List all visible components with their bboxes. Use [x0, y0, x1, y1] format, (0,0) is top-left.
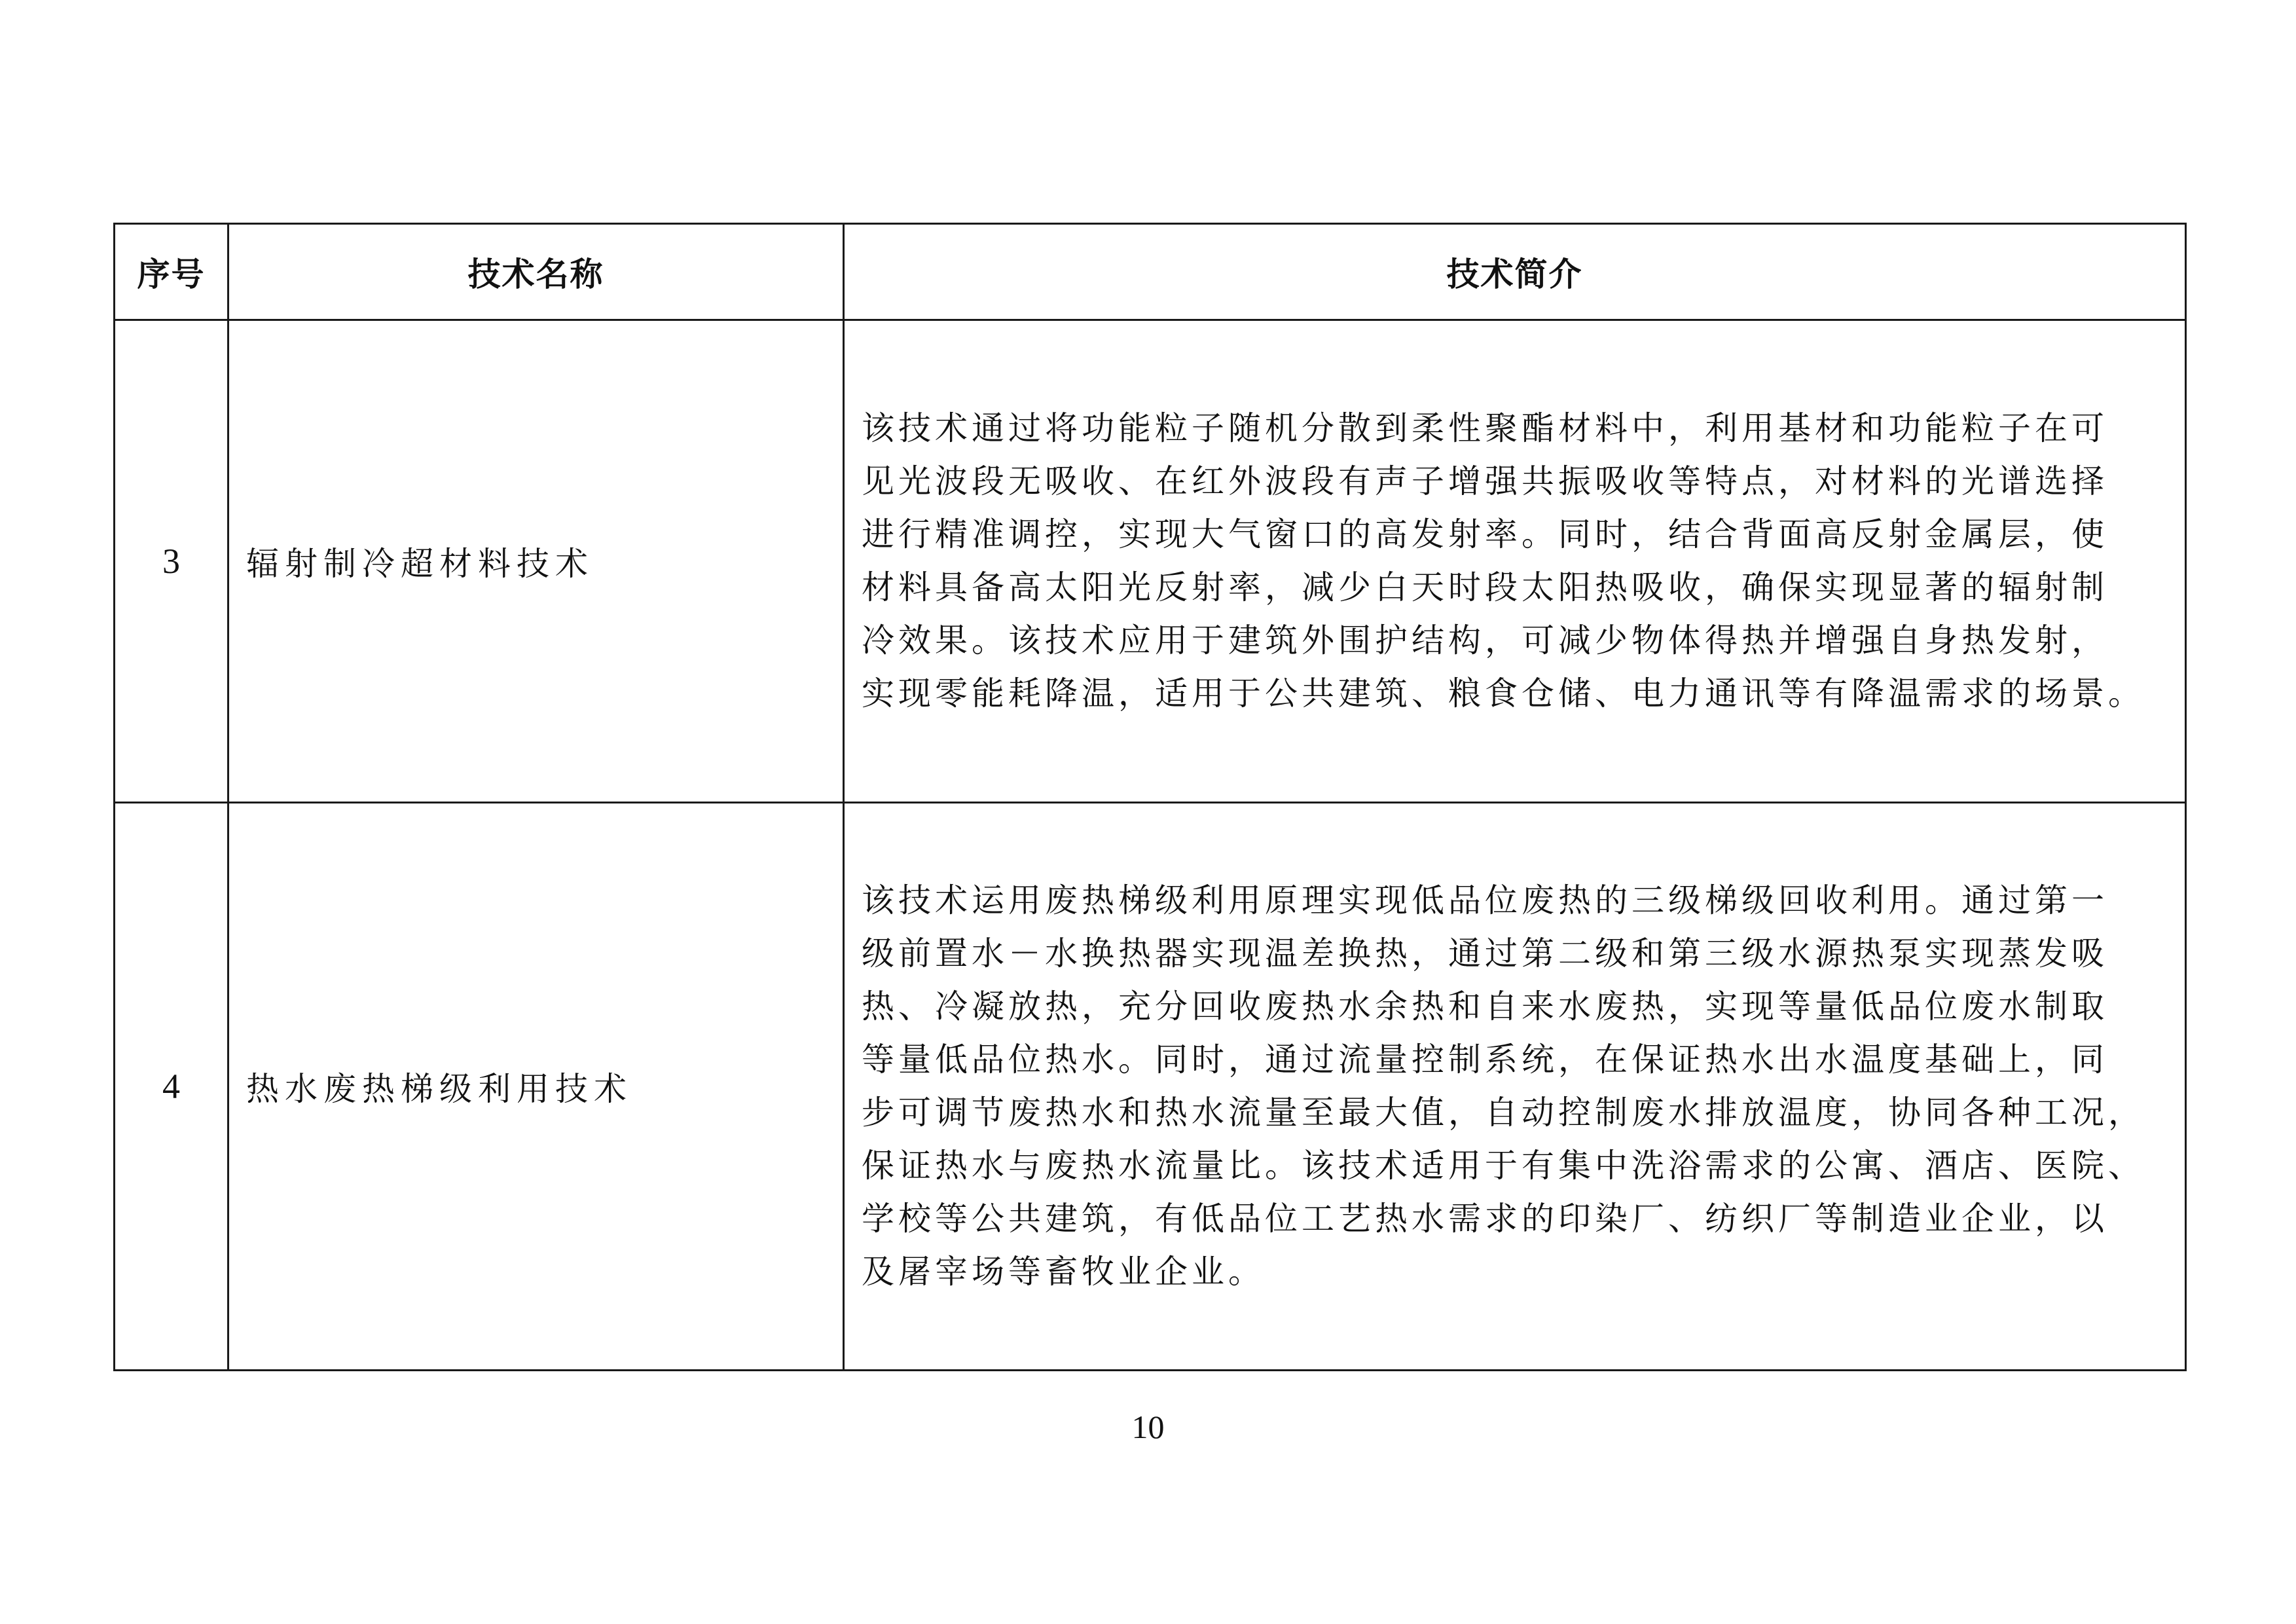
description-line: 见光波段无吸收、在红外波段有声子增强共振吸收等特点，对材料的光谱选择 [862, 462, 2108, 500]
table-header-row [115, 224, 2186, 320]
header-serial-number: 序号 [115, 224, 228, 320]
row-serial-number: 3 [115, 320, 228, 803]
row-technology-description [844, 320, 2186, 803]
description-line: 该技术运用废热梯级利用原理实现低品位废热的三级梯级回收利用。通过第一 [862, 881, 2108, 919]
description-line: 步可调节废热水和热水流量至最大值，自动控制废水排放温度，协同各种工况， [862, 1094, 2145, 1132]
row-technology-name: 热水废热梯级利用技术 [228, 803, 844, 1371]
description-line: 级前置水－水换热器实现温差换热，通过第二级和第三级水源热泵实现蒸发吸 [862, 934, 2108, 972]
description-line: 等量低品位热水。同时，通过流量控制系统，在保证热水出水温度基础上，同 [862, 1041, 2108, 1079]
description-line: 热、冷凝放热，充分回收废热水余热和自来水废热，实现等量低品位废水制取 [862, 987, 2108, 1025]
description-line: 及屠宰场等畜牧业企业。 [862, 1253, 1265, 1291]
table-row [115, 320, 2186, 803]
description-line: 学校等公共建筑，有低品位工艺热水需求的印染厂、纺织厂等制造业企业，以 [862, 1200, 2108, 1238]
table-row [115, 803, 2186, 1371]
row-technology-name: 辐射制冷超材料技术 [228, 320, 844, 803]
row-serial-number: 4 [115, 803, 228, 1371]
description-line: 该技术通过将功能粒子随机分散到柔性聚酯材料中，利用基材和功能粒子在可 [862, 409, 2108, 447]
technology-table [113, 223, 2187, 1371]
header-technology-description: 技术简介 [844, 224, 2186, 320]
description-line: 保证热水与废热水流量比。该技术适用于有集中洗浴需求的公寓、酒店、医院、 [862, 1147, 2145, 1185]
description-line: 冷效果。该技术应用于建筑外围护结构，可减少物体得热并增强自身热发射， [862, 621, 2108, 659]
description-line: 进行精准调控，实现大气窗口的高发射率。同时，结合背面高反射金属层，使 [862, 515, 2108, 553]
description-line: 材料具备高太阳光反射率，减少白天时段太阳热吸收，确保实现显著的辐射制 [862, 568, 2108, 606]
row-technology-description [844, 803, 2186, 1371]
header-technology-name: 技术名称 [228, 224, 844, 320]
description-line: 实现零能耗降温，适用于公共建筑、粮食仓储、电力通讯等有降温需求的场景。 [862, 674, 2145, 712]
page-number: 10 [1131, 1409, 1165, 1445]
